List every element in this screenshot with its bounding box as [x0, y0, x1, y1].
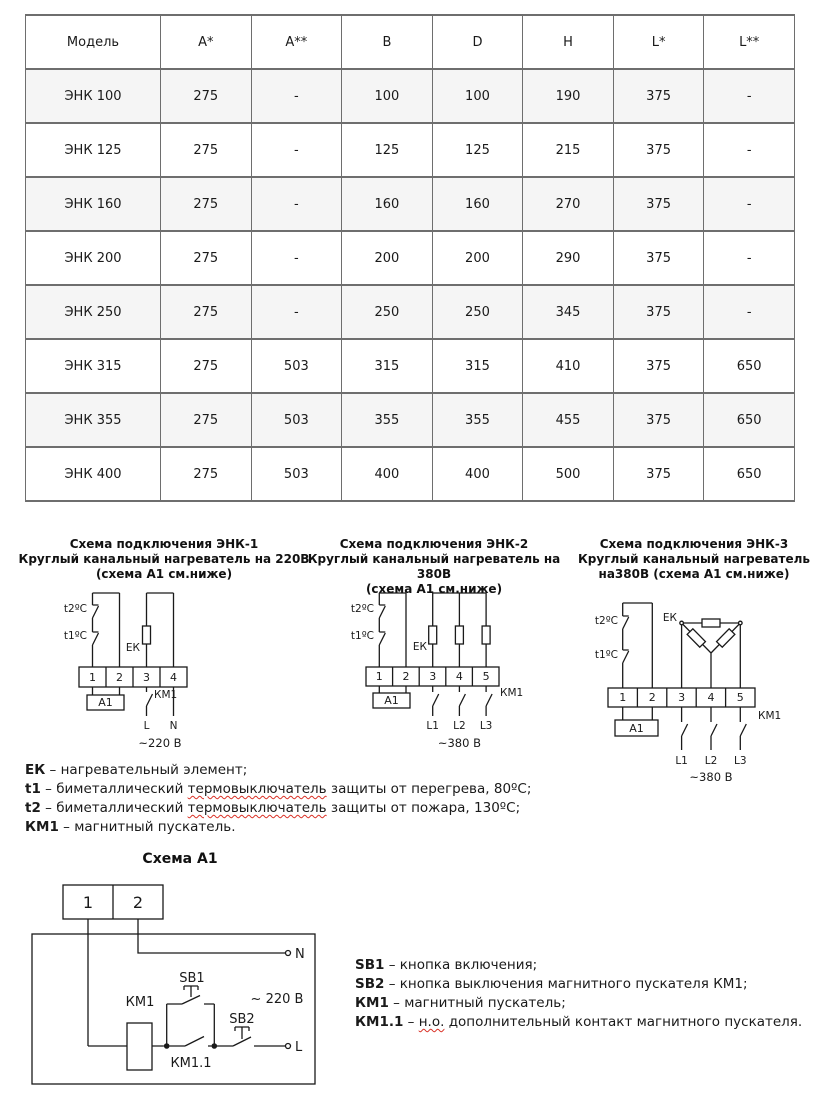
column-header: B	[342, 15, 433, 69]
table-cell: 355	[342, 393, 433, 447]
table-row	[26, 393, 795, 447]
phase-l3-label: L3	[479, 720, 493, 732]
table-cell: ЭНК 250	[26, 285, 161, 339]
neutral-wire	[138, 919, 286, 953]
km11-contact	[170, 1037, 212, 1047]
junction-node	[164, 1043, 170, 1049]
legend-term: SB2	[355, 976, 385, 992]
sb2-label: SB2	[229, 1012, 255, 1027]
table-cell: ЭНК 200	[26, 231, 161, 285]
legend-text: дополнительный контакт магнитного пускателя.	[444, 1014, 803, 1030]
table-cell: -	[704, 231, 795, 285]
column-header: D	[432, 15, 523, 69]
scheme-a1-diagram	[20, 875, 350, 1100]
km11-label: КМ1.1	[170, 1056, 212, 1071]
table-cell: 503	[251, 339, 342, 393]
voltage-label: ~380 В	[437, 736, 481, 750]
table-cell: 275	[161, 447, 252, 501]
neutral-label: N	[169, 720, 178, 732]
legend-text: – кнопка включения;	[384, 957, 538, 973]
table-row	[26, 231, 795, 285]
legend-text: – магнитный пускатель;	[388, 995, 566, 1011]
t1-label: t1ºC	[594, 649, 618, 661]
table-cell: 250	[342, 285, 433, 339]
title-line: (схема А1 см.ниже)	[365, 582, 503, 596]
legend-text: защиты от пожара, 130ºС;	[326, 800, 521, 816]
legend-term: SB1	[355, 957, 385, 973]
table-cell: 275	[161, 231, 252, 285]
t2-label: t2ºC	[350, 603, 374, 615]
table-cell: -	[704, 177, 795, 231]
ek-label: ЕК	[662, 612, 677, 624]
a1-wires	[379, 686, 406, 693]
column-header: A**	[251, 15, 342, 69]
heater-resistor	[455, 626, 463, 644]
table-cell: 400	[342, 447, 433, 501]
legend-item	[355, 975, 802, 994]
phase-l2-label: L2	[704, 755, 718, 767]
ek-label: ЕК	[125, 642, 140, 654]
voltage-label: ~380 В	[689, 770, 733, 784]
table-cell: 275	[161, 339, 252, 393]
km1-label: КМ1	[758, 710, 782, 722]
t2-label: t2ºC	[594, 615, 618, 627]
table-cell: -	[251, 123, 342, 177]
table-cell: 375	[613, 231, 704, 285]
title-line: (схема А1 см.ниже)	[95, 567, 233, 581]
legend-text: термовыключатель	[187, 800, 327, 816]
legend-item	[25, 761, 531, 780]
thermal-switch-circuit	[623, 603, 653, 688]
t1-label: t1ºC	[350, 630, 374, 642]
table-cell: 290	[523, 231, 614, 285]
legend-term: ЕК	[25, 762, 46, 778]
km1-contacts	[682, 707, 747, 750]
table-cell: ЭНК 355	[26, 393, 161, 447]
sb2-plunger	[235, 1027, 249, 1039]
table-cell: 410	[523, 339, 614, 393]
legend-term: t2	[25, 800, 41, 816]
title-line: Круглый канальный нагреватель	[577, 552, 810, 566]
table-cell: 160	[342, 177, 433, 231]
table-cell: 275	[161, 393, 252, 447]
heater-resistor	[717, 629, 735, 647]
table-row	[26, 177, 795, 231]
table-cell: 500	[523, 447, 614, 501]
table-cell: 650	[704, 393, 795, 447]
table-cell: -	[251, 177, 342, 231]
table-cell: -	[704, 123, 795, 177]
table-cell: 275	[161, 123, 252, 177]
km1-coil	[127, 1023, 152, 1070]
heater-resistor	[687, 629, 705, 647]
legend-text: – биметаллический	[40, 800, 188, 816]
heater-resistor	[702, 619, 720, 627]
column-header: L*	[613, 15, 704, 69]
terminal-number: 3	[143, 671, 150, 684]
l-terminal-point	[286, 1044, 291, 1049]
legend-text: – биметаллический	[40, 781, 188, 797]
km1-label: КМ1	[500, 687, 524, 699]
table-cell: 455	[523, 393, 614, 447]
legend-item	[25, 780, 531, 799]
scheme-a1-legend	[355, 956, 802, 1032]
table-cell: 375	[613, 69, 704, 123]
dimensions-table	[25, 14, 795, 502]
legend-term: КМ1	[355, 995, 389, 1011]
wiring-diagram-enk3	[590, 588, 820, 788]
table-cell: 250	[432, 285, 523, 339]
table-cell: ЭНК 315	[26, 339, 161, 393]
table-row	[26, 285, 795, 339]
table-cell: 190	[523, 69, 614, 123]
table-header-row	[26, 15, 795, 69]
schematic-title-enk1	[18, 537, 310, 582]
table-cell: 100	[432, 69, 523, 123]
table-cell: ЭНК 125	[26, 123, 161, 177]
terminal-number: 1	[375, 670, 383, 683]
terminal-number: 5	[482, 670, 490, 683]
table-cell: ЭНК 160	[26, 177, 161, 231]
table-cell: 125	[432, 123, 523, 177]
table-cell: 650	[704, 447, 795, 501]
phase-l1-label: L1	[675, 755, 688, 767]
legend-item	[25, 799, 531, 818]
heater-resistor	[482, 626, 490, 644]
diagrams-legend	[25, 761, 531, 837]
phase-label: L	[295, 1040, 303, 1055]
terminal-number: 2	[132, 893, 144, 912]
table-cell: 355	[432, 393, 523, 447]
table-cell: 125	[342, 123, 433, 177]
table-row	[26, 447, 795, 501]
column-header: Модель	[26, 15, 161, 69]
table-cell: -	[251, 69, 342, 123]
phase-l3-label: L3	[734, 755, 747, 767]
terminal-number: 4	[707, 691, 715, 704]
a1-wires	[623, 707, 653, 720]
table-cell: 375	[613, 123, 704, 177]
table-cell: -	[251, 231, 342, 285]
terminal-number: 4	[170, 671, 177, 684]
table-cell: 275	[161, 69, 252, 123]
thermal-switch-circuit	[93, 593, 120, 667]
legend-text: – магнитный пускатель.	[58, 819, 236, 835]
terminal-number: 3	[429, 670, 437, 683]
table-cell: 315	[432, 339, 523, 393]
table-cell: -	[251, 285, 342, 339]
sb1-plunger	[184, 986, 198, 997]
thermal-switch-circuit	[379, 593, 406, 667]
n-terminal-point	[286, 951, 291, 956]
table-cell: -	[704, 69, 795, 123]
terminal-number: 3	[678, 691, 686, 704]
table-row	[26, 69, 795, 123]
legend-text: термовыключатель	[187, 781, 327, 797]
table-cell: 270	[523, 177, 614, 231]
legend-item	[25, 818, 531, 837]
terminal-number: 2	[116, 671, 123, 684]
table-cell: 503	[251, 393, 342, 447]
junction-point	[680, 621, 684, 625]
legend-term: КМ1	[25, 819, 59, 835]
heater-resistor	[143, 626, 151, 644]
a1-label: А1	[98, 696, 113, 709]
heater-resistor	[429, 626, 437, 644]
km1-label: КМ1	[125, 995, 155, 1010]
table-cell: -	[704, 285, 795, 339]
column-header: A*	[161, 15, 252, 69]
table-cell: 315	[342, 339, 433, 393]
terminal-number: 2	[402, 670, 410, 683]
neutral-label: N	[295, 947, 305, 962]
table-cell: ЭНК 400	[26, 447, 161, 501]
table-cell: 100	[342, 69, 433, 123]
voltage-label: ~ 220 В	[250, 992, 304, 1007]
legend-item	[355, 994, 802, 1013]
km1-contacts	[433, 686, 492, 716]
title-line: Схема подключения ЭНК-3	[599, 537, 789, 551]
phase-l1-label: L1	[426, 720, 439, 732]
table-cell: 215	[523, 123, 614, 177]
terminal-number: 1	[82, 893, 94, 912]
a1-wires	[93, 687, 120, 695]
table-cell: 375	[613, 285, 704, 339]
title-line: на380В (схема А1 см.ниже)	[598, 567, 790, 581]
voltage-label: ~220 В	[138, 736, 182, 750]
sb1-label: SB1	[179, 971, 205, 986]
table-cell: 375	[613, 177, 704, 231]
table-cell: 345	[523, 285, 614, 339]
legend-text: –	[403, 1014, 419, 1030]
terminal-number: 1	[619, 691, 627, 704]
legend-item	[355, 956, 802, 975]
ek-label: ЕК	[412, 641, 427, 653]
title-line: Схема подключения ЭНК-2	[339, 537, 529, 551]
schematic-title-enk3	[572, 537, 816, 582]
sb2-contact	[217, 1037, 286, 1046]
a1-label: А1	[384, 694, 399, 707]
a1-label: А1	[629, 722, 644, 735]
wiring-diagram-enk2	[330, 588, 560, 763]
column-header: H	[523, 15, 614, 69]
terminal-number: 5	[736, 691, 744, 704]
wiring-diagram-enk1	[30, 588, 260, 763]
table-cell: 160	[432, 177, 523, 231]
junction-point	[739, 621, 743, 625]
terminal-number: 1	[89, 671, 96, 684]
legend-item	[355, 1013, 802, 1032]
table-cell: 275	[161, 177, 252, 231]
column-header: L**	[704, 15, 795, 69]
legend-term: КМ1.1	[355, 1014, 404, 1030]
junction-node	[212, 1043, 218, 1049]
legend-text: защиты от перегрева, 80ºС;	[326, 781, 532, 797]
t1-label: t1ºC	[63, 630, 87, 642]
table-cell: 650	[704, 339, 795, 393]
table-cell: 375	[613, 339, 704, 393]
legend-text: – кнопка выключения магнитного пускателя КМ1;	[384, 976, 748, 992]
table-cell: ЭНК 100	[26, 69, 161, 123]
terminal-number: 2	[648, 691, 656, 704]
phase-l2-label: L2	[453, 720, 466, 732]
table-row	[26, 339, 795, 393]
legend-text: н.о.	[418, 1014, 445, 1030]
table-cell: 503	[251, 447, 342, 501]
table-row	[26, 123, 795, 177]
table-cell: 200	[432, 231, 523, 285]
scheme-a1-title: Схема А1	[142, 851, 218, 867]
sb1-branch	[167, 996, 215, 1047]
table-cell: 275	[161, 285, 252, 339]
table-cell: 200	[342, 231, 433, 285]
phase-l-label: L	[143, 720, 150, 732]
title-line: Круглый канальный нагреватель на 220В	[18, 552, 310, 566]
table-cell: 375	[613, 393, 704, 447]
title-line: Схема подключения ЭНК-1	[69, 537, 259, 551]
title-line: Круглый канальный нагреватель на 380В	[307, 552, 561, 581]
table-cell: 400	[432, 447, 523, 501]
km1-label: КМ1	[154, 689, 178, 701]
terminal-number: 4	[455, 670, 463, 683]
legend-text: – нагревательный элемент;	[45, 762, 248, 778]
table-cell: 375	[613, 447, 704, 501]
t2-label: t2ºC	[63, 603, 87, 615]
legend-term: t1	[25, 781, 41, 797]
